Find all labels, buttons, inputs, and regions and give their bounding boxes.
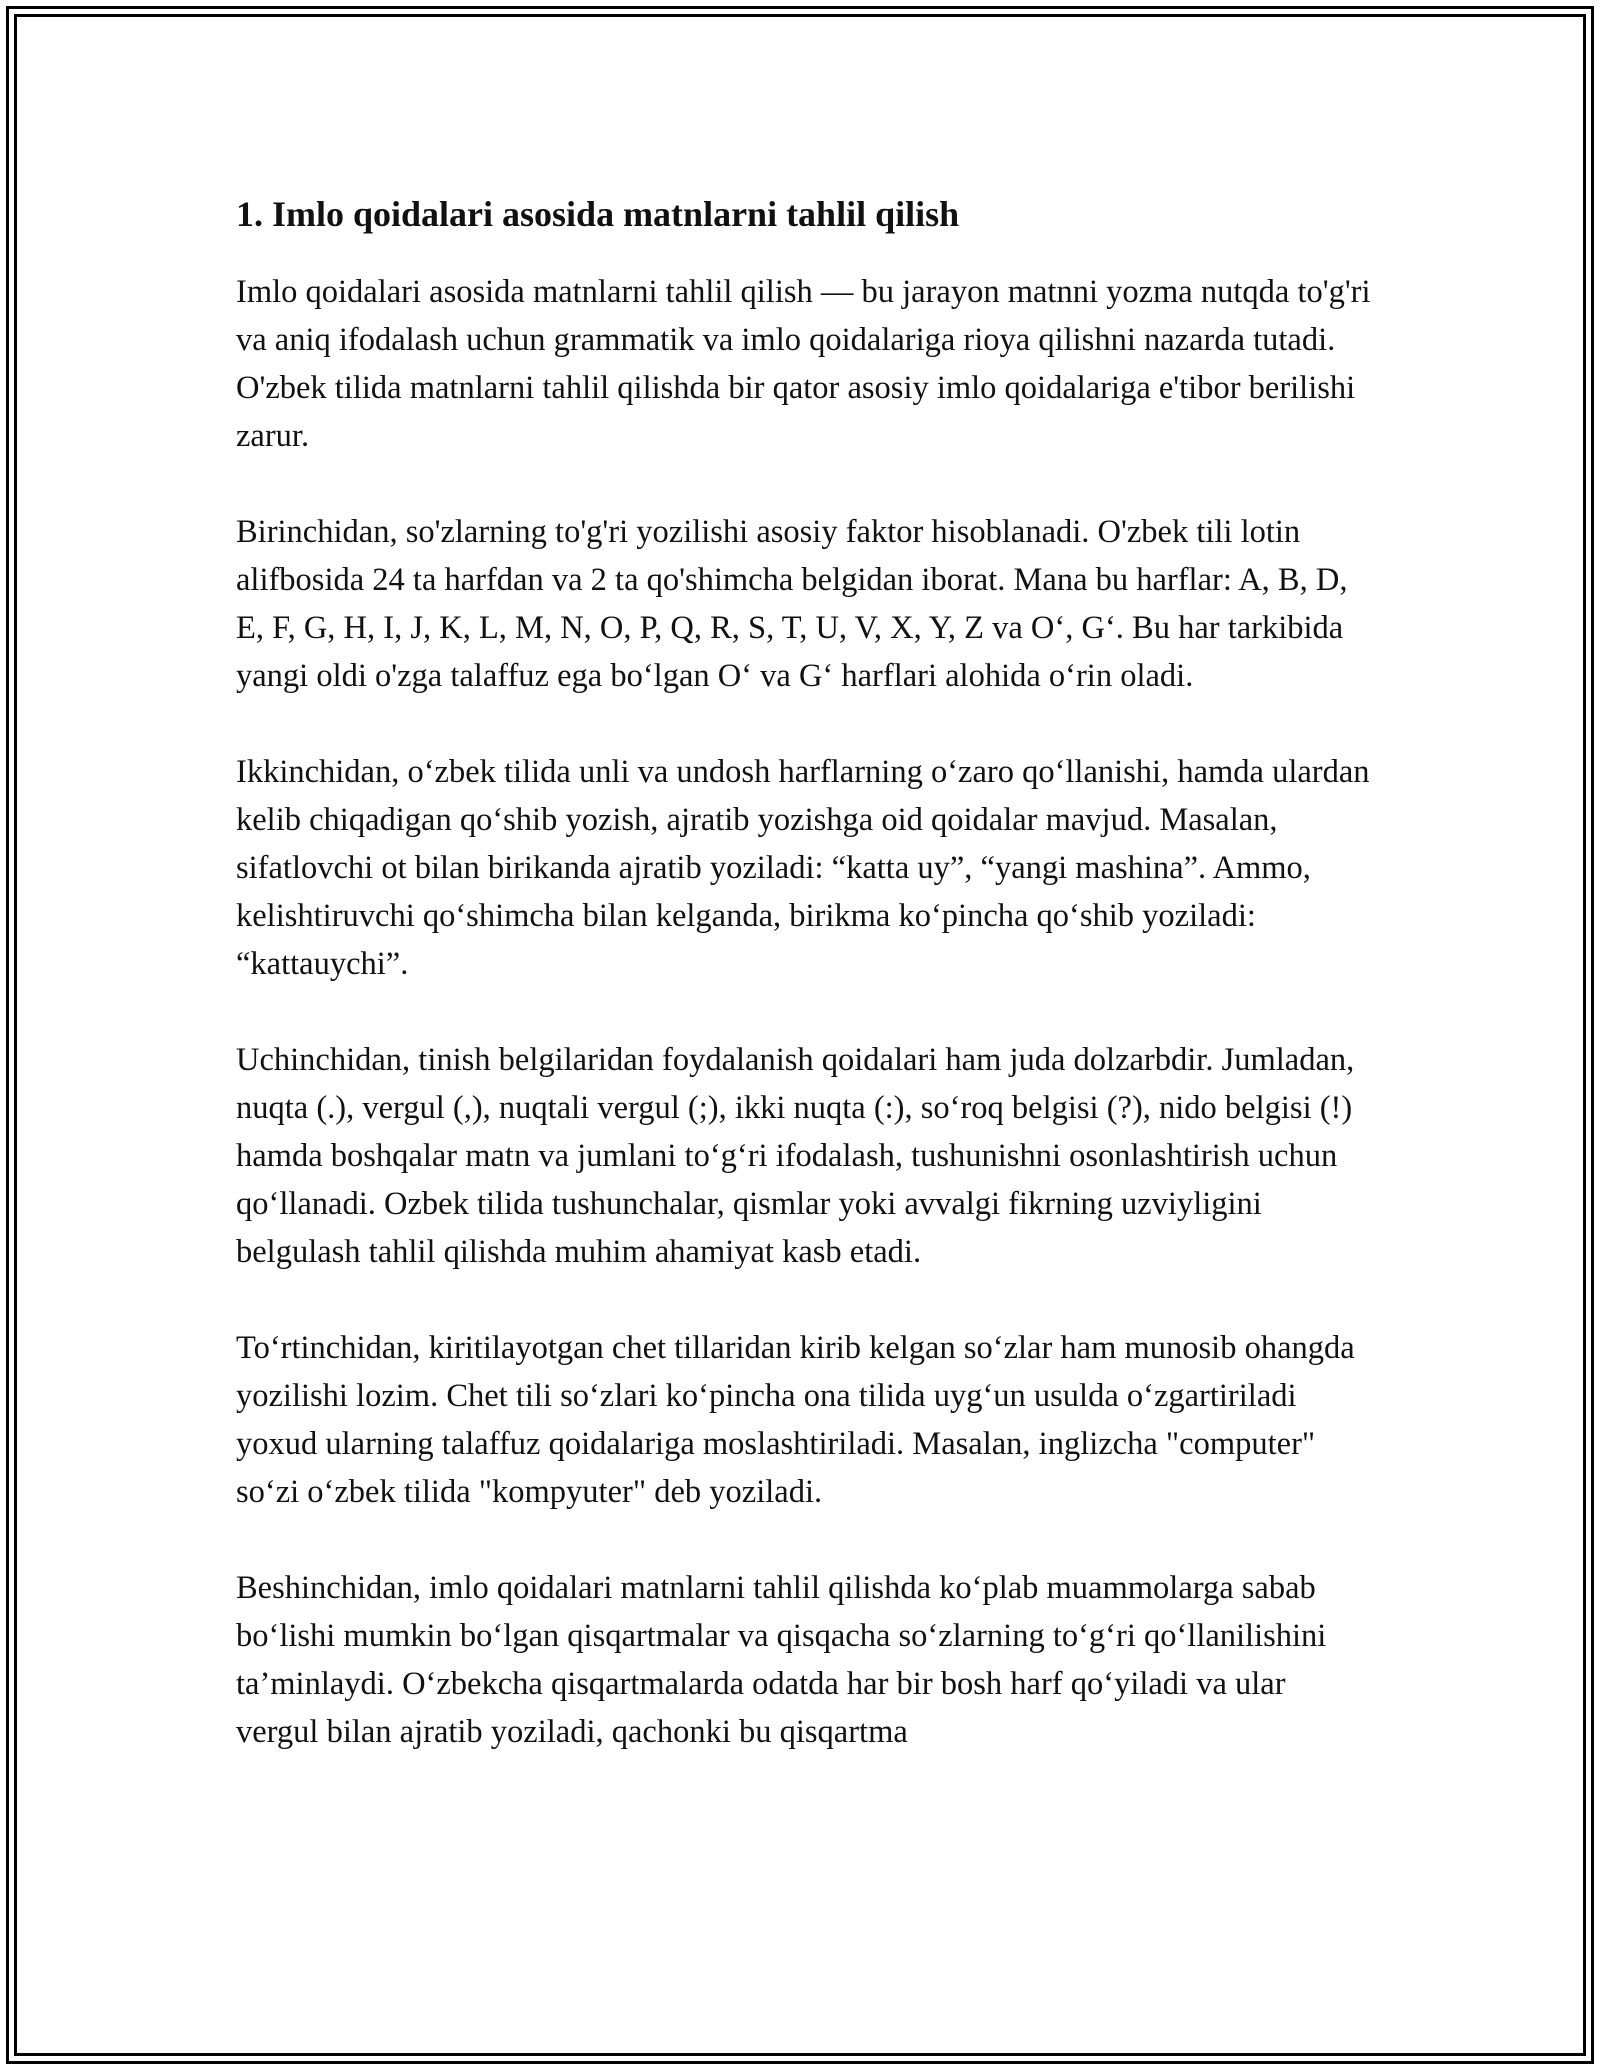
paragraph-third: Uchinchidan, tinish belgilaridan foydalanish qoidalari ham juda dolzarbdir. Jumladan, nuqta (.), vergul (,), nuqtali vergul (;), ikki nuqta (:), so‘roq belgisi (?), nido belgisi (!) hamda boshqalar matn va jumlani to‘g‘ri ifodalash, tushunishni osonlashtirish uchun qo‘llanadi. Ozbek tilida tushunchalar, qismlar yoki avvalgi fikrning uzviyligini belgulash tahlil qilishda muhim ahamiyat kasb etadi.	[236, 1042, 1355, 1270]
paragraph-intro: Imlo qoidalari asosida matnlarni tahlil qilish — bu jarayon matnni yozma nutqda to'g'ri va aniq ifodalash uchun grammatik va imlo qoidalariga rioya qilishni nazarda tutadi. O'zbek tilida matnlarni tahlil qilishda bir qator asosiy imlo qoidalariga e'tibor berilishi zarur.	[236, 274, 1371, 454]
paragraph-second: Ikkinchidan, o‘zbek tilida unli va undosh harflarning o‘zaro qo‘llanishi, hamda ulardan kelib chiqadigan qo‘shib yozish, ajratib yozishga oid qoidalar mavjud. Masalan, sifatlovchi ot bilan birikanda ajratib yoziladi: “katta uy”, “yangi mashina”. Ammo, kelishtiruvchi qo‘shimcha bilan kelganda, birikma ko‘pincha qo‘shib yoziladi: “kattauychi”.	[236, 754, 1370, 982]
paragraph-fourth: To‘rtinchidan, kiritilayotgan chet tillaridan kirib kelgan so‘zlar ham munosib ohangda yozilishi lozim. Chet tili so‘zlari ko‘pincha ona tilida uyg‘un usulda o‘zgartiriladi yoxud ularning talaffuz qoidalariga moslashtiriladi. Masalan, inglizcha "computer" so‘zi o‘zbek tilida "kompyuter" deb yoziladi.	[236, 1330, 1355, 1510]
document-heading: 1. Imlo qoidalari asosida matnlarni tahlil qilish	[236, 194, 960, 234]
paragraph-fifth: Beshinchidan, imlo qoidalari matnlarni tahlil qilishda ko‘plab muammolarga sabab bo‘lishi mumkin bo‘lgan qisqartmalar va qisqacha so‘zlarning to‘g‘ri qo‘llanilishini ta’minlaydi. O‘zbekcha qisqartmalarda odatda har bir bosh harf qo‘yiladi va ular vergul bilan ajratib yoziladi, qachonki bu qisqartma	[236, 1570, 1327, 1750]
document-body	[236, 186, 1376, 1804]
paragraph-first: Birinchidan, so'zlarning to'g'ri yozilishi asosiy faktor hisoblanadi. O'zbek tili lotin alifbosida 24 ta harfdan va 2 ta qo'shimcha belgidan iborat. Mana bu harflar: A, B, D, E, F, G, H, I, J, K, L, M, N, O, P, Q, R, S, T, U, V, X, Y, Z va O‘, G‘. Bu har tarkibida yangi oldi o'zga talaffuz ega bo‘lgan O‘ va G‘ harflari alohida o‘rin oladi.	[236, 514, 1348, 694]
